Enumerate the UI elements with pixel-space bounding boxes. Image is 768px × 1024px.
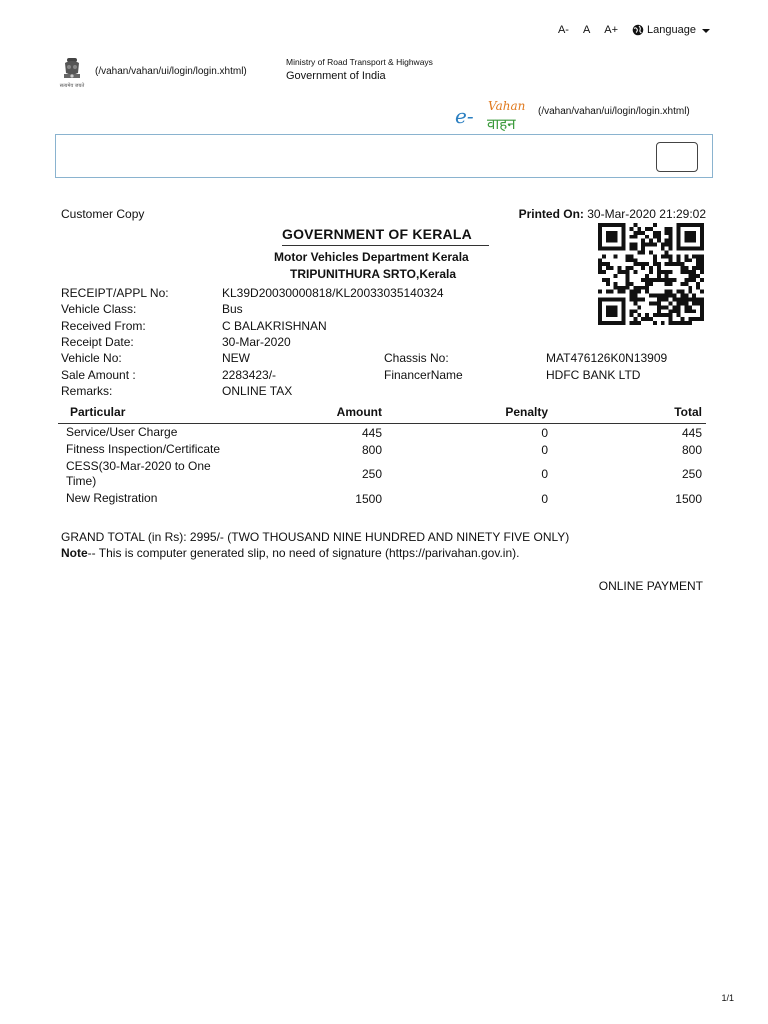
penalty-cell: 0 (541, 467, 548, 481)
font-normal-button[interactable]: A (582, 24, 591, 36)
col-header-total: Total (552, 402, 706, 424)
receipt-date-value: 30-Mar-2020 (222, 335, 291, 349)
vehicle-no-value: NEW (222, 351, 250, 365)
font-decrease-button[interactable]: A- (557, 24, 569, 36)
particular-cell: Fitness Inspection/Certificate (66, 442, 221, 456)
vehicle-class-value: Bus (222, 302, 243, 316)
amount-cell: 800 (361, 442, 382, 457)
vahan-link[interactable]: (/vahan/vahan/ui/login/login.xhtml) (538, 106, 690, 117)
receipt-no-label: RECEIPT/APPL No: (61, 286, 169, 300)
col-header-amount: Amount (228, 402, 386, 424)
logo-hindi: वाहन (487, 115, 516, 132)
font-increase-button[interactable]: A+ (604, 24, 619, 36)
national-emblem-icon (58, 56, 86, 90)
penalty-cell: 0 (541, 442, 548, 457)
page-indicator: 1/1 (721, 993, 734, 1003)
col-header-particular: Particular (58, 402, 228, 424)
total-cell: 250 (681, 467, 702, 481)
col-header-penalty: Penalty (386, 402, 552, 424)
printed-on-label: Printed On: (518, 207, 584, 221)
amount-cell: 445 (361, 425, 382, 440)
received-from-label: Received From: (61, 319, 146, 333)
sale-amount-label: Sale Amount : (61, 368, 136, 382)
government-name: Government of India (286, 70, 386, 82)
vahan-logo[interactable] (454, 96, 534, 132)
note (61, 546, 519, 560)
printed-on-value: 30-Mar-2020 21:29:02 (587, 207, 706, 221)
total-cell: 1500 (675, 491, 702, 506)
receipt-date-label: Receipt Date: (61, 335, 134, 349)
language-dropdown[interactable] (632, 24, 710, 36)
toolbar-panel (55, 134, 713, 178)
table-header-row (58, 402, 706, 424)
penalty-cell: 0 (541, 491, 548, 506)
particular-cell: New Registration (66, 491, 158, 505)
table-row (58, 441, 706, 458)
note-text: -- This is computer generated slip, no need of signature (https://parivahan.gov.in). (87, 546, 520, 560)
grand-total: GRAND TOTAL (in Rs): 2995/- (TWO THOUSAND NINE HUNDRED AND NINETY FIVE ONLY) (61, 530, 570, 544)
globe-icon (632, 24, 644, 36)
print-button[interactable] (656, 142, 698, 172)
table-row (58, 458, 706, 490)
ministry-name: Ministry of Road Transport & Highways (286, 57, 433, 67)
home-link[interactable]: (/vahan/vahan/ui/login/login.xhtml) (95, 66, 247, 77)
note-label: Note (61, 546, 88, 560)
logo-vahan: Vahan (488, 99, 526, 113)
chevron-down-icon (702, 29, 710, 33)
remarks-label: Remarks: (61, 384, 113, 398)
vehicle-class-label: Vehicle Class: (61, 302, 137, 316)
title-underline (282, 245, 489, 246)
sale-amount-value: 2283423/- (222, 368, 277, 382)
accessibility-bar (558, 24, 710, 36)
table-row (58, 424, 706, 442)
amount-cell: 1500 (355, 491, 382, 506)
emblem-caption: सत्यमेव जयते (59, 83, 85, 89)
printed-on (519, 207, 706, 221)
total-cell: 800 (681, 442, 702, 457)
financer-label: FinancerName (384, 368, 463, 382)
language-label: Language (647, 24, 696, 36)
office-name: TRIPUNITHURA SRTO,Kerala (290, 267, 457, 281)
copy-label: Customer Copy (61, 207, 145, 221)
receipt-no-value: KL39D20030000818/KL20033035140324 (222, 286, 444, 300)
vehicle-no-label: Vehicle No: (61, 351, 122, 365)
department-name: Motor Vehicles Department Kerala (274, 250, 469, 264)
logo-e: e- (455, 104, 474, 128)
chassis-label: Chassis No: (384, 351, 449, 365)
penalty-cell: 0 (541, 425, 548, 440)
chassis-value: MAT476126K0N13909 (546, 351, 668, 365)
particular-cell: CESS(30-Mar-2020 to One Time) (66, 459, 211, 488)
qr-code-icon (597, 223, 705, 325)
particular-cell: Service/User Charge (66, 425, 178, 439)
payment-mode: ONLINE PAYMENT (598, 579, 703, 593)
amount-cell: 250 (361, 467, 382, 481)
receipt-title: GOVERNMENT OF KERALA (282, 226, 472, 242)
received-from-value: C BALAKRISHNAN (222, 319, 327, 333)
table-row (58, 490, 706, 507)
financer-value: HDFC BANK LTD (546, 368, 641, 382)
particulars-table (58, 402, 706, 507)
total-cell: 445 (681, 425, 702, 440)
remarks-value: ONLINE TAX (222, 384, 293, 398)
